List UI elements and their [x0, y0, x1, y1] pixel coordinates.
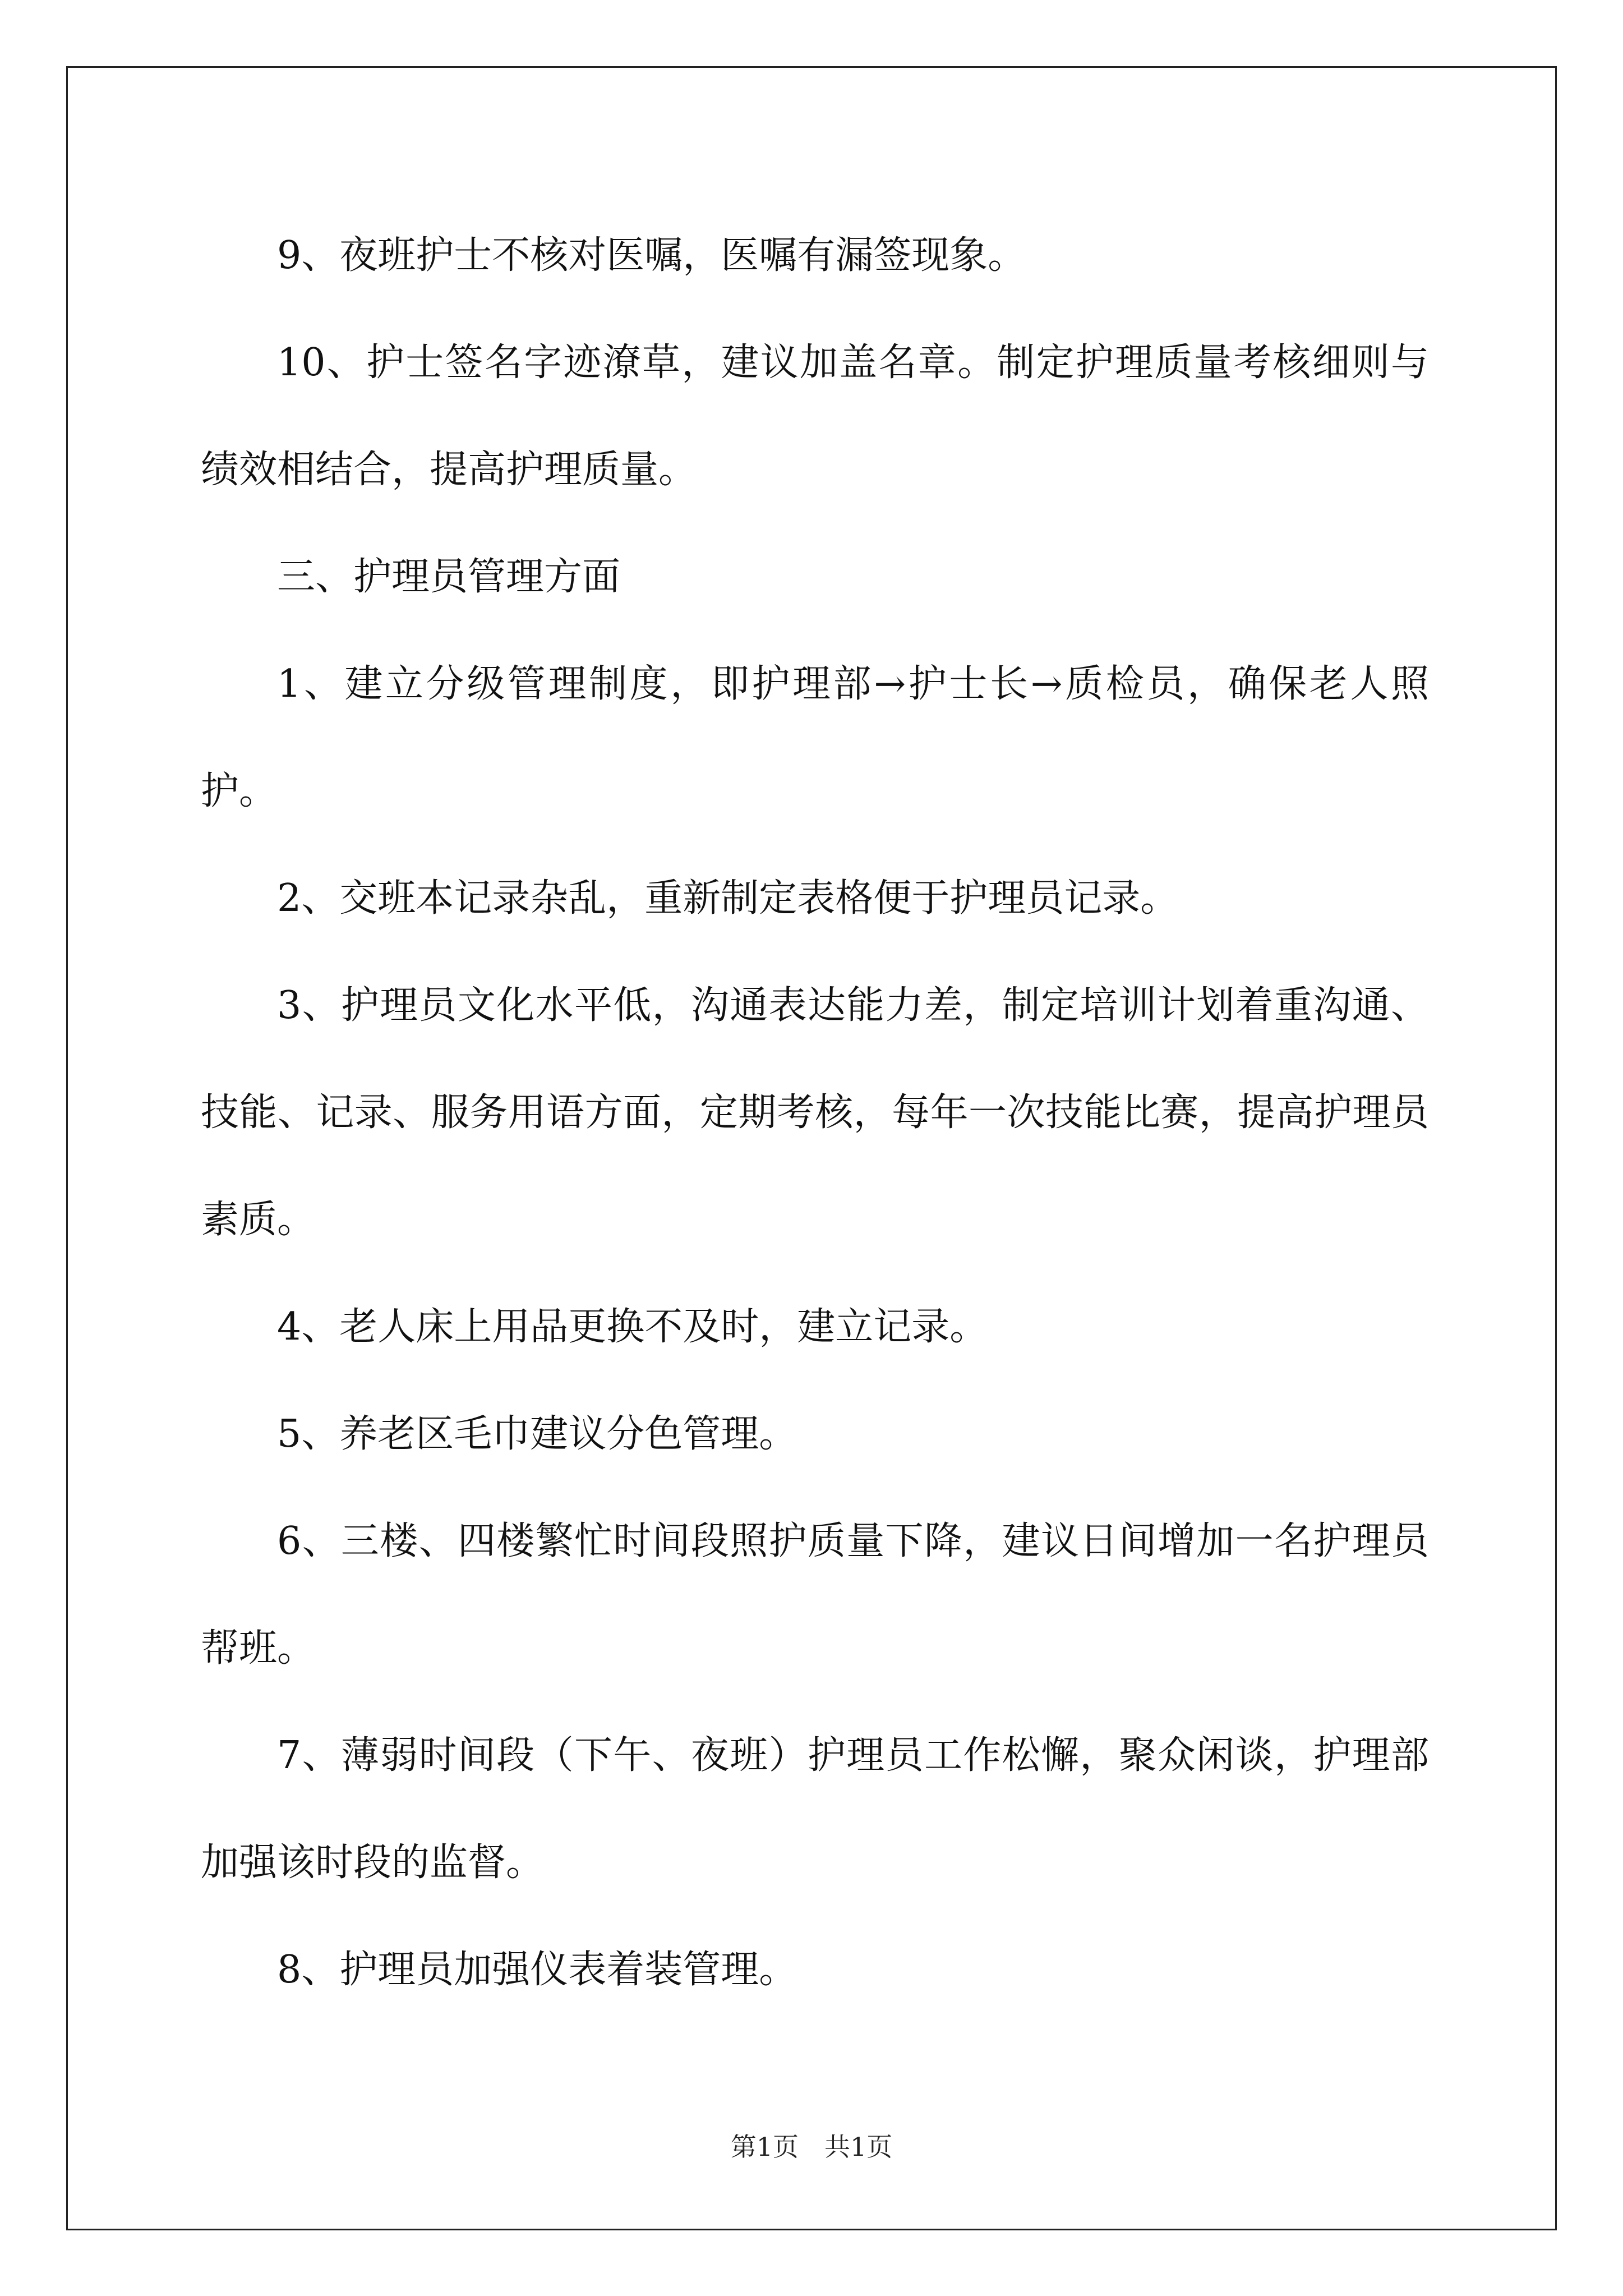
- paragraph-item-9: 9、夜班护士不核对医嘱，医嘱有漏签现象。: [277, 233, 1026, 278]
- document-body: [201, 202, 1429, 2023]
- paragraph-item-3: 3、护理员文化水平低，沟通表达能力差，制定培训计划着重沟通、技能、记录、服务用语方面，定期考核，每年一次技能比赛，提高护理员素质。: [201, 983, 1429, 1242]
- paragraph-item-8: 8、护理员加强仪表着装管理。: [277, 1948, 797, 1992]
- paragraph-item-2: 2、交班本记录杂乱，重新制定表格便于护理员记录。: [277, 876, 1179, 921]
- paragraph-item-7: 7、薄弱时间段（下午、夜班）护理员工作松懈，聚众闲谈，护理部加强该时段的监督。: [201, 1733, 1429, 1885]
- paragraph-item-5: 5、养老区毛巾建议分色管理。: [277, 1412, 797, 1456]
- paragraph-item-4: 4、老人床上用品更换不及时，建立记录。: [277, 1305, 988, 1349]
- section-heading: 三、护理员管理方面: [277, 555, 621, 599]
- paragraph-item-1: 1、建立分级管理制度，即护理部→护士长→质检员，确保老人照护。: [201, 662, 1429, 813]
- paragraph-item-6: 6、三楼、四楼繁忙时间段照护质量下降，建议日间增加一名护理员帮班。: [201, 1519, 1429, 1671]
- paragraph-item-10: 10、护士签名字迹潦草，建议加盖名章。制定护理质量考核细则与绩效相结合，提高护理质量。: [201, 341, 1429, 492]
- page-number-footer: 第1页 共1页: [730, 2132, 893, 2162]
